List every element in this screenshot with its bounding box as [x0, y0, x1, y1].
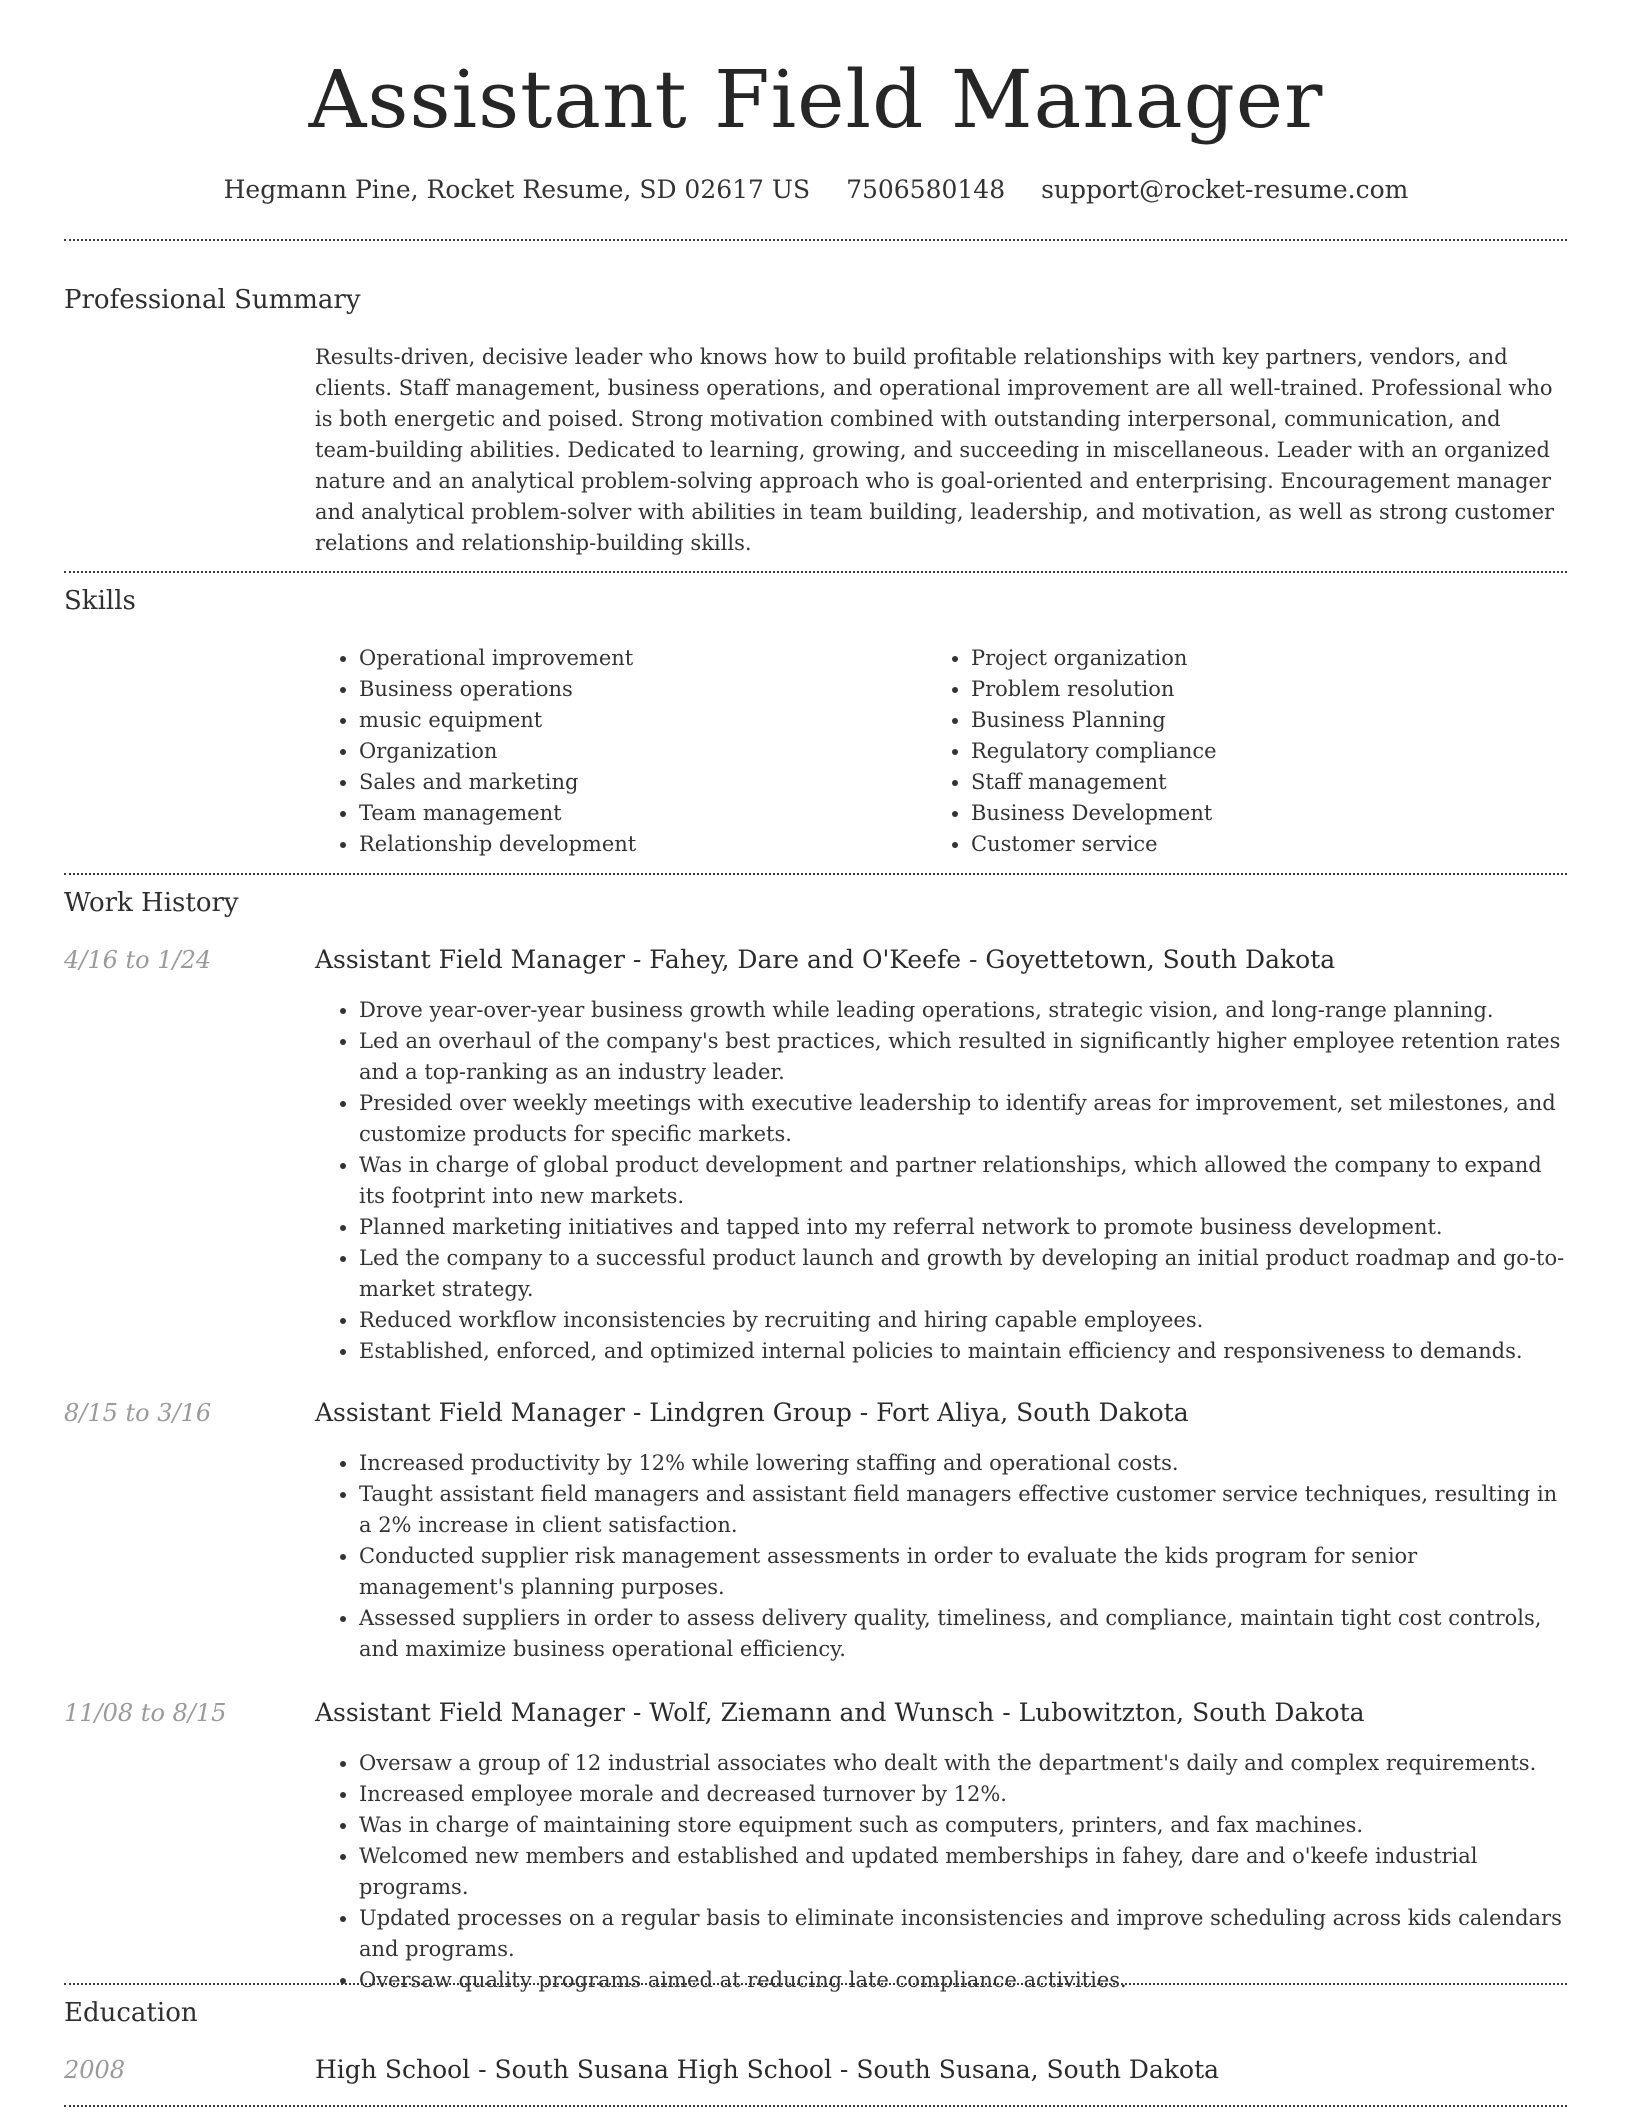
resume-title: Assistant Field Manager [308, 53, 1324, 146]
duty-item: • Oversaw quality programs aimed at reducing late compliance activities. [359, 1965, 1570, 1996]
divider [64, 2105, 1567, 2107]
education-date: 2008 [64, 2056, 126, 2084]
skill-item: • music equipment [359, 705, 875, 736]
contact-phone: 7506580148 [846, 175, 1006, 204]
duty-item: • Led the company to a successful product launch and growth by developing an initial product roadmap and go-to-market strategy. [359, 1243, 1570, 1305]
skill-item: • Customer service [971, 829, 1487, 860]
job-dates: 4/16 to 1/24 [64, 946, 212, 974]
job-title: Assistant Field Manager - Lindgren Group - Fort Aliya, South Dakota [315, 1398, 1189, 1427]
duty-item: • Increased employee morale and decreased turnover by 12%. [359, 1779, 1570, 1810]
duty-item: • Was in charge of global product development and partner relationships, which allowed the company to expand its footprint into new markets. [359, 1150, 1570, 1212]
skill-item: • Business operations [359, 674, 875, 705]
section-heading-work: Work History [64, 888, 239, 918]
skill-item: • Project organization [971, 643, 1487, 674]
skill-item: • Business Development [971, 798, 1487, 829]
contact-line [0, 172, 1632, 208]
skills-list-left [315, 643, 875, 860]
duty-item: • Was in charge of maintaining store equipment such as computers, printers, and fax machines. [359, 1810, 1570, 1841]
duty-item: • Oversaw a group of 12 industrial associates who dealt with the department's daily and complex requirements. [359, 1748, 1570, 1779]
duty-item: • Led an overhaul of the company's best practices, which resulted in significantly higher employee retention rates and a top-ranking as an industry leader. [359, 1026, 1570, 1088]
skill-item: • Sales and marketing [359, 767, 875, 798]
duty-item: • Increased productivity by 12% while lowering staffing and operational costs. [359, 1448, 1570, 1479]
skill-item: • Team management [359, 798, 875, 829]
duty-item: • Taught assistant field managers and assistant field managers effective customer service techniques, resulting in a 2% increase in client satisfaction. [359, 1479, 1570, 1541]
duty-item: • Established, enforced, and optimized internal policies to maintain efficiency and responsiveness to demands. [359, 1336, 1570, 1367]
skill-item: • Operational improvement [359, 643, 875, 674]
section-heading-skills: Skills [64, 586, 136, 616]
divider [64, 571, 1567, 573]
skills-list-right [927, 643, 1487, 860]
contact-email: support@rocket-resume.com [1041, 175, 1409, 204]
job-dates: 8/15 to 3/16 [64, 1399, 212, 1427]
skill-item: • Business Planning [971, 705, 1487, 736]
skill-item: • Organization [359, 736, 875, 767]
divider [64, 239, 1567, 241]
summary-text: Results-driven, decisive leader who knows how to build profitable relationships with key partners, vendors, and clients. Staff management, business operations, and operational improvement are all well-trained. Professional who is both energetic and poised. Strong motivation combined with outstanding interpersonal, communication, and team-building abilities. Dedicated to learning, growing, and succeeding in miscellaneous. Leader with an organized nature and an analytical problem-solving approach who is goal-oriented and enterprising. Encouragement manager and analytical problem-solver with abilities in team building, leadership, and motivation, as well as strong customer relations and relationship-building skills. [315, 345, 1555, 555]
job-duties [315, 1448, 1570, 1665]
skill-item: • Problem resolution [971, 674, 1487, 705]
section-heading-summary: Professional Summary [64, 285, 361, 315]
contact-address: Hegmann Pine, Rocket Resume, SD 02617 US [223, 175, 811, 204]
skill-item: • Relationship development [359, 829, 875, 860]
divider [64, 1983, 1567, 1985]
duty-item: • Reduced workflow inconsistencies by recruiting and hiring capable employees. [359, 1305, 1570, 1336]
job-duties [315, 995, 1570, 1367]
duty-item: • Planned marketing initiatives and tapped into my referral network to promote business development. [359, 1212, 1570, 1243]
duty-item: • Conducted supplier risk management assessments in order to evaluate the kids program for senior management's planning purposes. [359, 1541, 1570, 1603]
job-title: Assistant Field Manager - Wolf, Ziemann and Wunsch - Lubowitzton, South Dakota [315, 1698, 1365, 1727]
skill-item: • Staff management [971, 767, 1487, 798]
job-duties [315, 1748, 1570, 1996]
divider [64, 873, 1567, 875]
skill-item: • Regulatory compliance [971, 736, 1487, 767]
duty-item: • Presided over weekly meetings with executive leadership to identify areas for improvement, set milestones, and customize products for specific markets. [359, 1088, 1570, 1150]
duty-item: • Updated processes on a regular basis to eliminate inconsistencies and improve scheduling across kids calendars and programs. [359, 1903, 1570, 1965]
duty-item: • Drove year-over-year business growth while leading operations, strategic vision, and long-range planning. [359, 995, 1570, 1026]
education-entry: High School - South Susana High School - South Susana, South Dakota [315, 2055, 1220, 2084]
job-title: Assistant Field Manager - Fahey, Dare and O'Keefe - Goyettetown, South Dakota [315, 945, 1336, 974]
section-heading-education: Education [64, 1998, 198, 2028]
duty-item: • Assessed suppliers in order to assess delivery quality, timeliness, and compliance, maintain tight cost controls, and maximize business operational efficiency. [359, 1603, 1570, 1665]
duty-item: • Welcomed new members and established and updated memberships in fahey, dare and o'keefe industrial programs. [359, 1841, 1570, 1903]
job-dates: 11/08 to 8/15 [64, 1699, 227, 1727]
